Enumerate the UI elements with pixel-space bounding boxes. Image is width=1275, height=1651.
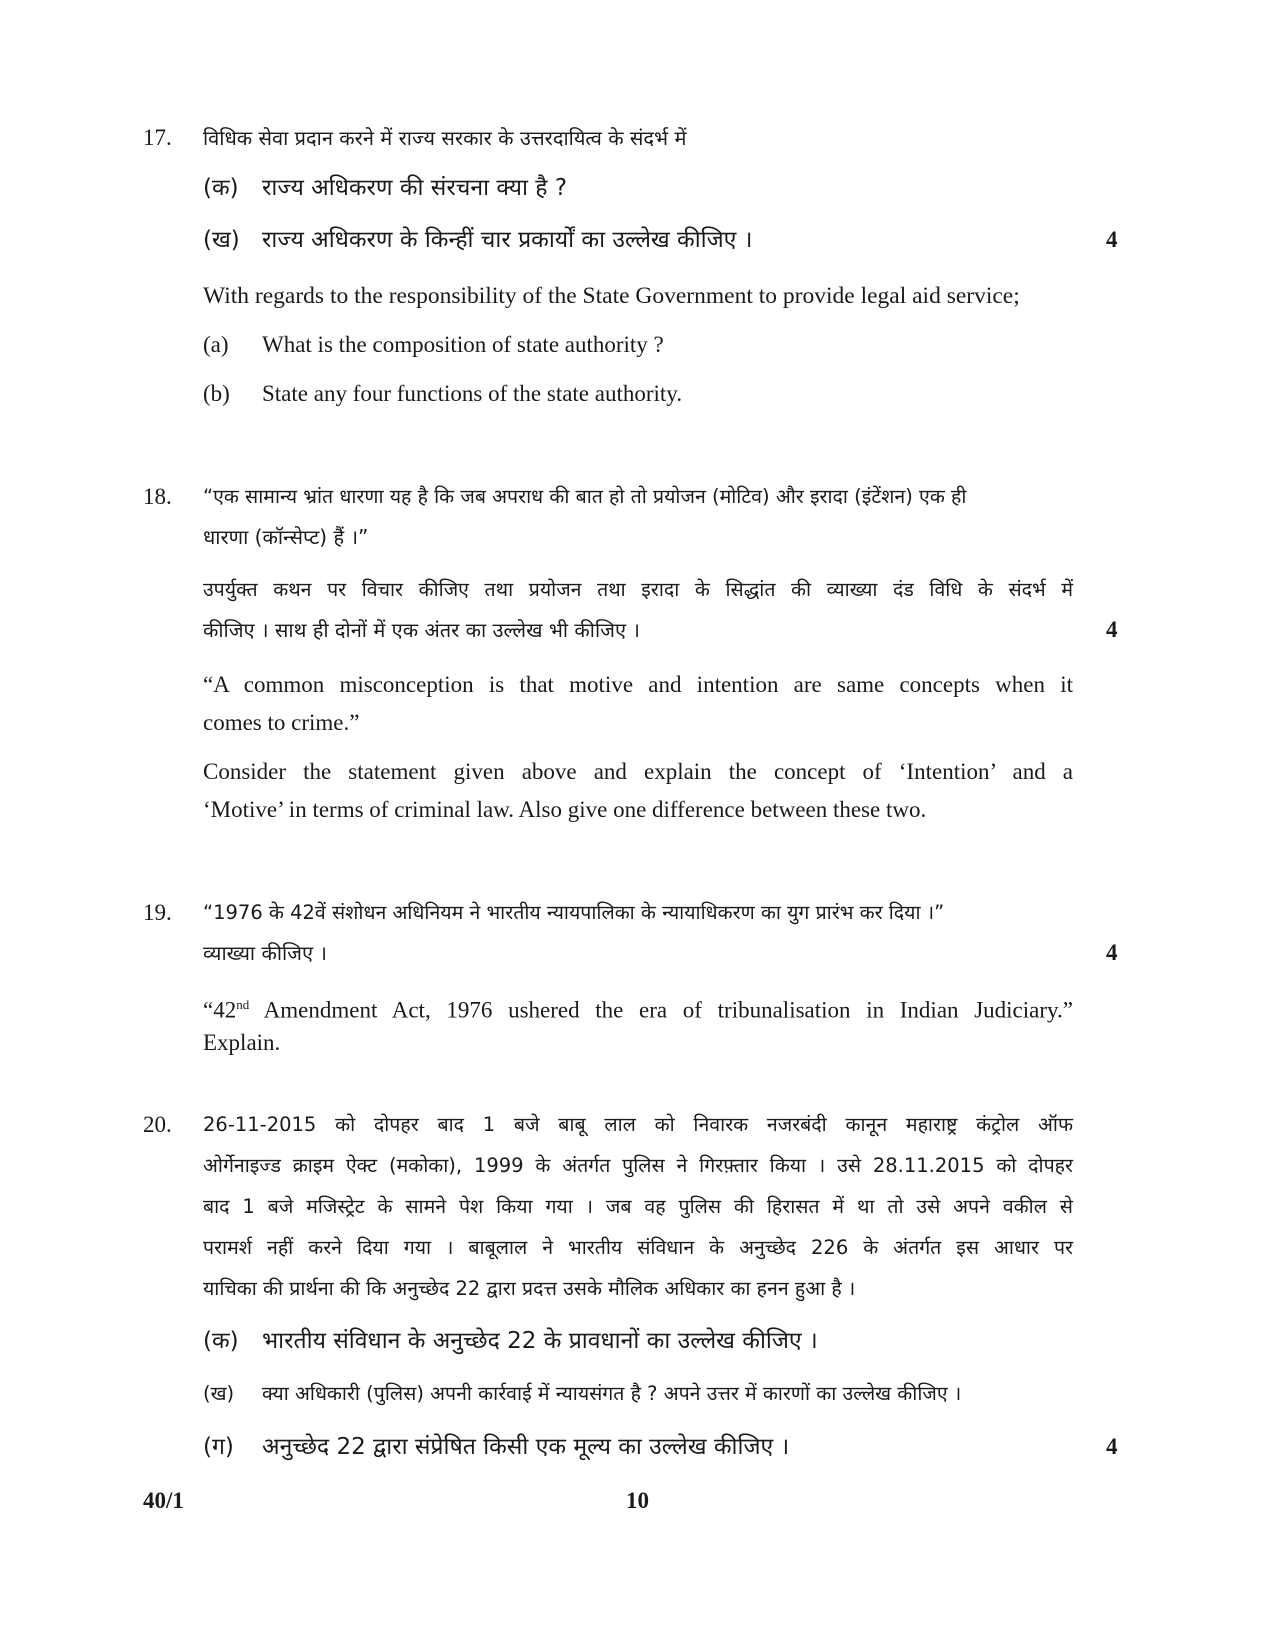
q19-marks: 4: [1106, 940, 1118, 965]
q17-hindi-part-b-text: राज्य अधिकरण के किन्हीं चार प्रकार्यों का उल्लेख कीजिए ।: [262, 227, 753, 253]
q20-part-a-label: (क): [203, 1328, 239, 1354]
q19-english-prefix: “42: [203, 997, 237, 1023]
question-number-17: 17.: [143, 125, 172, 150]
q20-part-c-text: अनुच्छेद 22 द्वारा संप्रेषित किसी एक मूल्य का उल्लेख कीजिए ।: [262, 1434, 790, 1460]
q17-hindi-part-a-text: राज्य अधिकरण की संरचना क्या है ?: [262, 175, 568, 201]
q20-hindi-line-2: ओर्गेनाइज्ड क्राइम ऐक्ट (मकोका), 1999 के अंतर्गत पुलिस ने गिरफ़्तार किया । उसे 28.11.2015 को दोपहर: [203, 1154, 1073, 1177]
q19-hindi-line-2: व्याख्या कीजिए ।: [203, 941, 328, 965]
q20-hindi-line-4: परामर्श नहीं करने दिया गया । बाबूलाल ने भारतीय संविधान के अनुच्छेद 226 के अंतर्गत इस आधार पर: [203, 1236, 1073, 1259]
q20-hindi-line-1: 26-11-2015 को दोपहर बाद 1 बजे बाबू लाल को निवारक नजरबंदी कानून महाराष्ट्र कंट्रोल ऑफ: [203, 1113, 1073, 1136]
q20-hindi-line-5: याचिका की प्रार्थना की कि अनुच्छेद 22 द्वारा प्रदत्त उसके मौलिक अधिकार का हनन हुआ है ।: [203, 1277, 856, 1300]
q17-hindi-part-a-label: (क): [203, 175, 239, 201]
q20-marks: 4: [1106, 1434, 1118, 1459]
q18-english-line-3: Consider the statement given above and explain the concept of ‘Intention’ and a: [203, 759, 1073, 784]
q19-english-rest: Amendment Act, 1976 ushered the era of tribunalisation in Indian Judiciary.”: [249, 997, 1073, 1023]
q18-hindi-line-1: “एक सामान्य भ्रांत धारणा यह है कि जब अपराध की बात हो तो प्रयोजन (मोटिव) और इरादा (इंटेंशन) एक ही: [203, 485, 967, 508]
q17-english-part-b-text: State any four functions of the state authority.: [262, 381, 683, 406]
q18-english-line-1: “A common misconception is that motive and intention are same concepts when it: [203, 672, 1073, 697]
page-number: 10: [626, 1488, 649, 1513]
q18-hindi-line-2: धारणा (कॉन्सेप्ट) हैं ।”: [203, 525, 369, 549]
q17-english-intro: With regards to the responsibility of the State Government to provide legal aid service;: [203, 283, 1020, 309]
q19-english-sup: nd: [236, 997, 250, 1012]
q17-marks: 4: [1106, 227, 1118, 252]
q17-english-part-b-label: (b): [203, 381, 230, 406]
q17-english-part-a-label: (a): [203, 332, 229, 357]
q17-english-part-a-text: What is the composition of state authority ?: [262, 332, 664, 357]
q20-part-a-text: भारतीय संविधान के अनुच्छेद 22 के प्रावधानों का उल्लेख कीजिए ।: [262, 1328, 818, 1354]
q17-hindi-part-b-label: (ख): [203, 227, 240, 253]
q18-marks: 4: [1106, 617, 1118, 642]
q20-part-b-text: क्या अधिकारी (पुलिस) अपनी कार्रवाई में न्यायसंगत है ? अपने उत्तर में कारणों का उल्लेख कीजिए ।: [262, 1382, 962, 1405]
q18-hindi-line-3: उपर्युक्त कथन पर विचार कीजिए तथा प्रयोजन तथा इरादा के सिद्धांत की व्याख्या दंड विधि के संदर्भ में: [203, 578, 1073, 601]
q19-english-line-2: Explain.: [203, 1030, 281, 1055]
question-number-19: 19.: [143, 900, 172, 925]
q18-english-line-2: comes to crime.”: [203, 710, 360, 735]
q20-hindi-line-3: बाद 1 बजे मजिस्ट्रेट के सामने पेश किया गया । जब वह पुलिस की हिरासत में था तो उसे अपने वकील से: [203, 1195, 1073, 1218]
q20-part-c-label: (ग): [203, 1434, 234, 1460]
paper-code: 40/1: [143, 1488, 184, 1513]
q18-english-line-4: ‘Motive’ in terms of criminal law. Also give one difference between these two.: [203, 797, 927, 822]
question-number-20: 20.: [143, 1112, 172, 1137]
q18-hindi-line-4: कीजिए । साथ ही दोनों में एक अंतर का उल्लेख भी कीजिए ।: [203, 618, 640, 642]
q20-part-b-label: (ख): [203, 1382, 235, 1405]
question-number-18: 18.: [143, 484, 172, 509]
q17-hindi-intro: विधिक सेवा प्रदान करने में राज्य सरकार के उत्तरदायित्व के संदर्भ में: [203, 126, 687, 150]
q19-hindi-line-1: “1976 के 42वें संशोधन अधिनियम ने भारतीय न्यायपालिका के न्यायाधिकरण का युग प्रारंभ कर दिया ।”: [203, 901, 945, 924]
